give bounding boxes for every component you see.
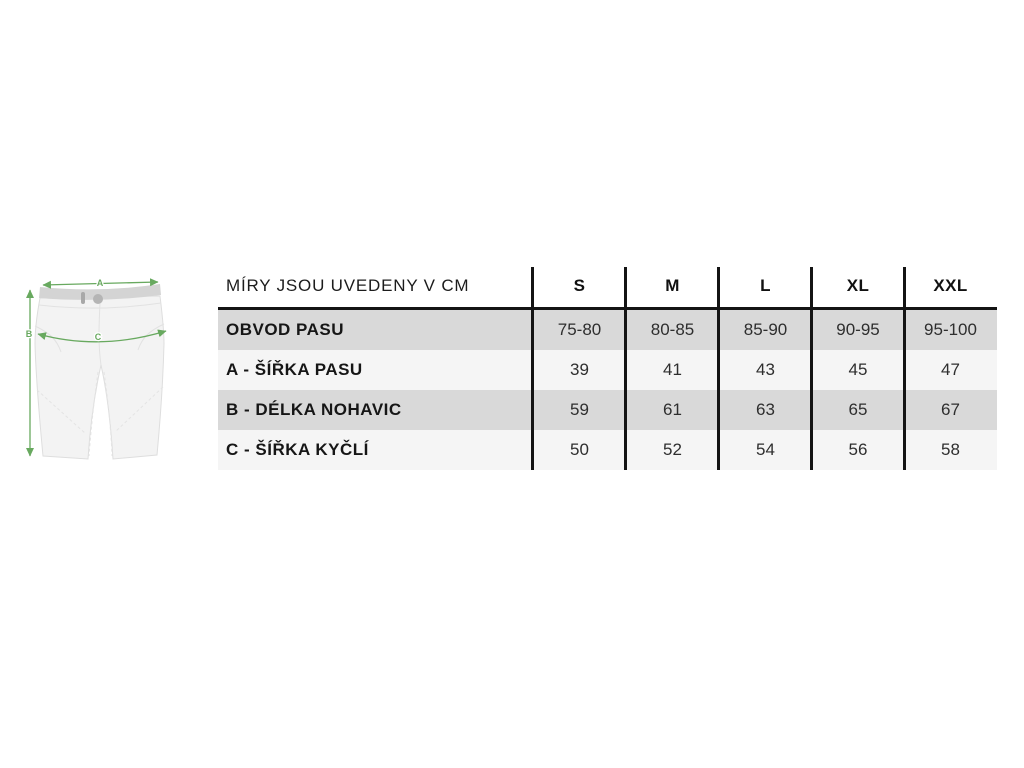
cell-value: 58 xyxy=(941,440,960,459)
cell-value: 59 xyxy=(570,400,589,419)
measure-b-label: B xyxy=(25,329,33,339)
row-label: C - ŠÍŘKA KYČLÍ xyxy=(226,440,369,459)
cell-value: 41 xyxy=(663,360,682,379)
cell-value: 90-95 xyxy=(836,320,880,339)
measure-c-label: C xyxy=(94,332,102,342)
table-row xyxy=(218,430,997,470)
size-column-s: S xyxy=(573,276,586,295)
cell-value: 47 xyxy=(941,360,960,379)
cell-value: 39 xyxy=(570,360,589,379)
cell-value: 63 xyxy=(756,400,775,419)
row-label: OBVOD PASU xyxy=(226,320,345,339)
row-label: A - ŠÍŘKA PASU xyxy=(226,360,363,379)
cell-value: 75-80 xyxy=(557,320,602,339)
size-table-header-row xyxy=(218,265,997,307)
shorts-svg xyxy=(24,272,172,468)
zipper-tab xyxy=(81,292,85,304)
shorts-measurement-diagram xyxy=(24,272,172,468)
column-divider xyxy=(903,267,906,470)
column-divider xyxy=(810,267,813,470)
size-column-xxl: XXL xyxy=(933,276,968,295)
size-column-m: M xyxy=(665,276,680,295)
size-table xyxy=(218,265,997,473)
column-divider xyxy=(531,267,534,470)
size-table-title: MÍRY JSOU UVEDENY V CM xyxy=(226,276,470,295)
cell-value: 50 xyxy=(570,440,589,459)
table-row xyxy=(218,310,997,350)
cell-value: 61 xyxy=(663,400,682,419)
table-row xyxy=(218,390,997,430)
table-row xyxy=(218,350,997,390)
cell-value: 45 xyxy=(848,360,868,379)
measure-a-label: A xyxy=(96,278,104,288)
cell-value: 95-100 xyxy=(924,320,977,339)
size-column-l: L xyxy=(760,276,771,295)
cell-value: 54 xyxy=(756,440,775,459)
cell-value: 80-85 xyxy=(650,320,695,339)
cell-value: 67 xyxy=(941,400,960,419)
column-divider xyxy=(717,267,720,470)
waist-button xyxy=(93,294,103,304)
cell-value: 52 xyxy=(663,440,682,459)
cell-value: 65 xyxy=(848,400,868,419)
size-column-xl: XL xyxy=(846,276,870,295)
cell-value: 43 xyxy=(756,360,775,379)
cell-value: 85-90 xyxy=(743,320,788,339)
size-table-body xyxy=(218,310,997,470)
cell-value: 56 xyxy=(848,440,868,459)
row-label: B - DÉLKA NOHAVIC xyxy=(226,400,402,419)
column-divider xyxy=(624,267,627,470)
